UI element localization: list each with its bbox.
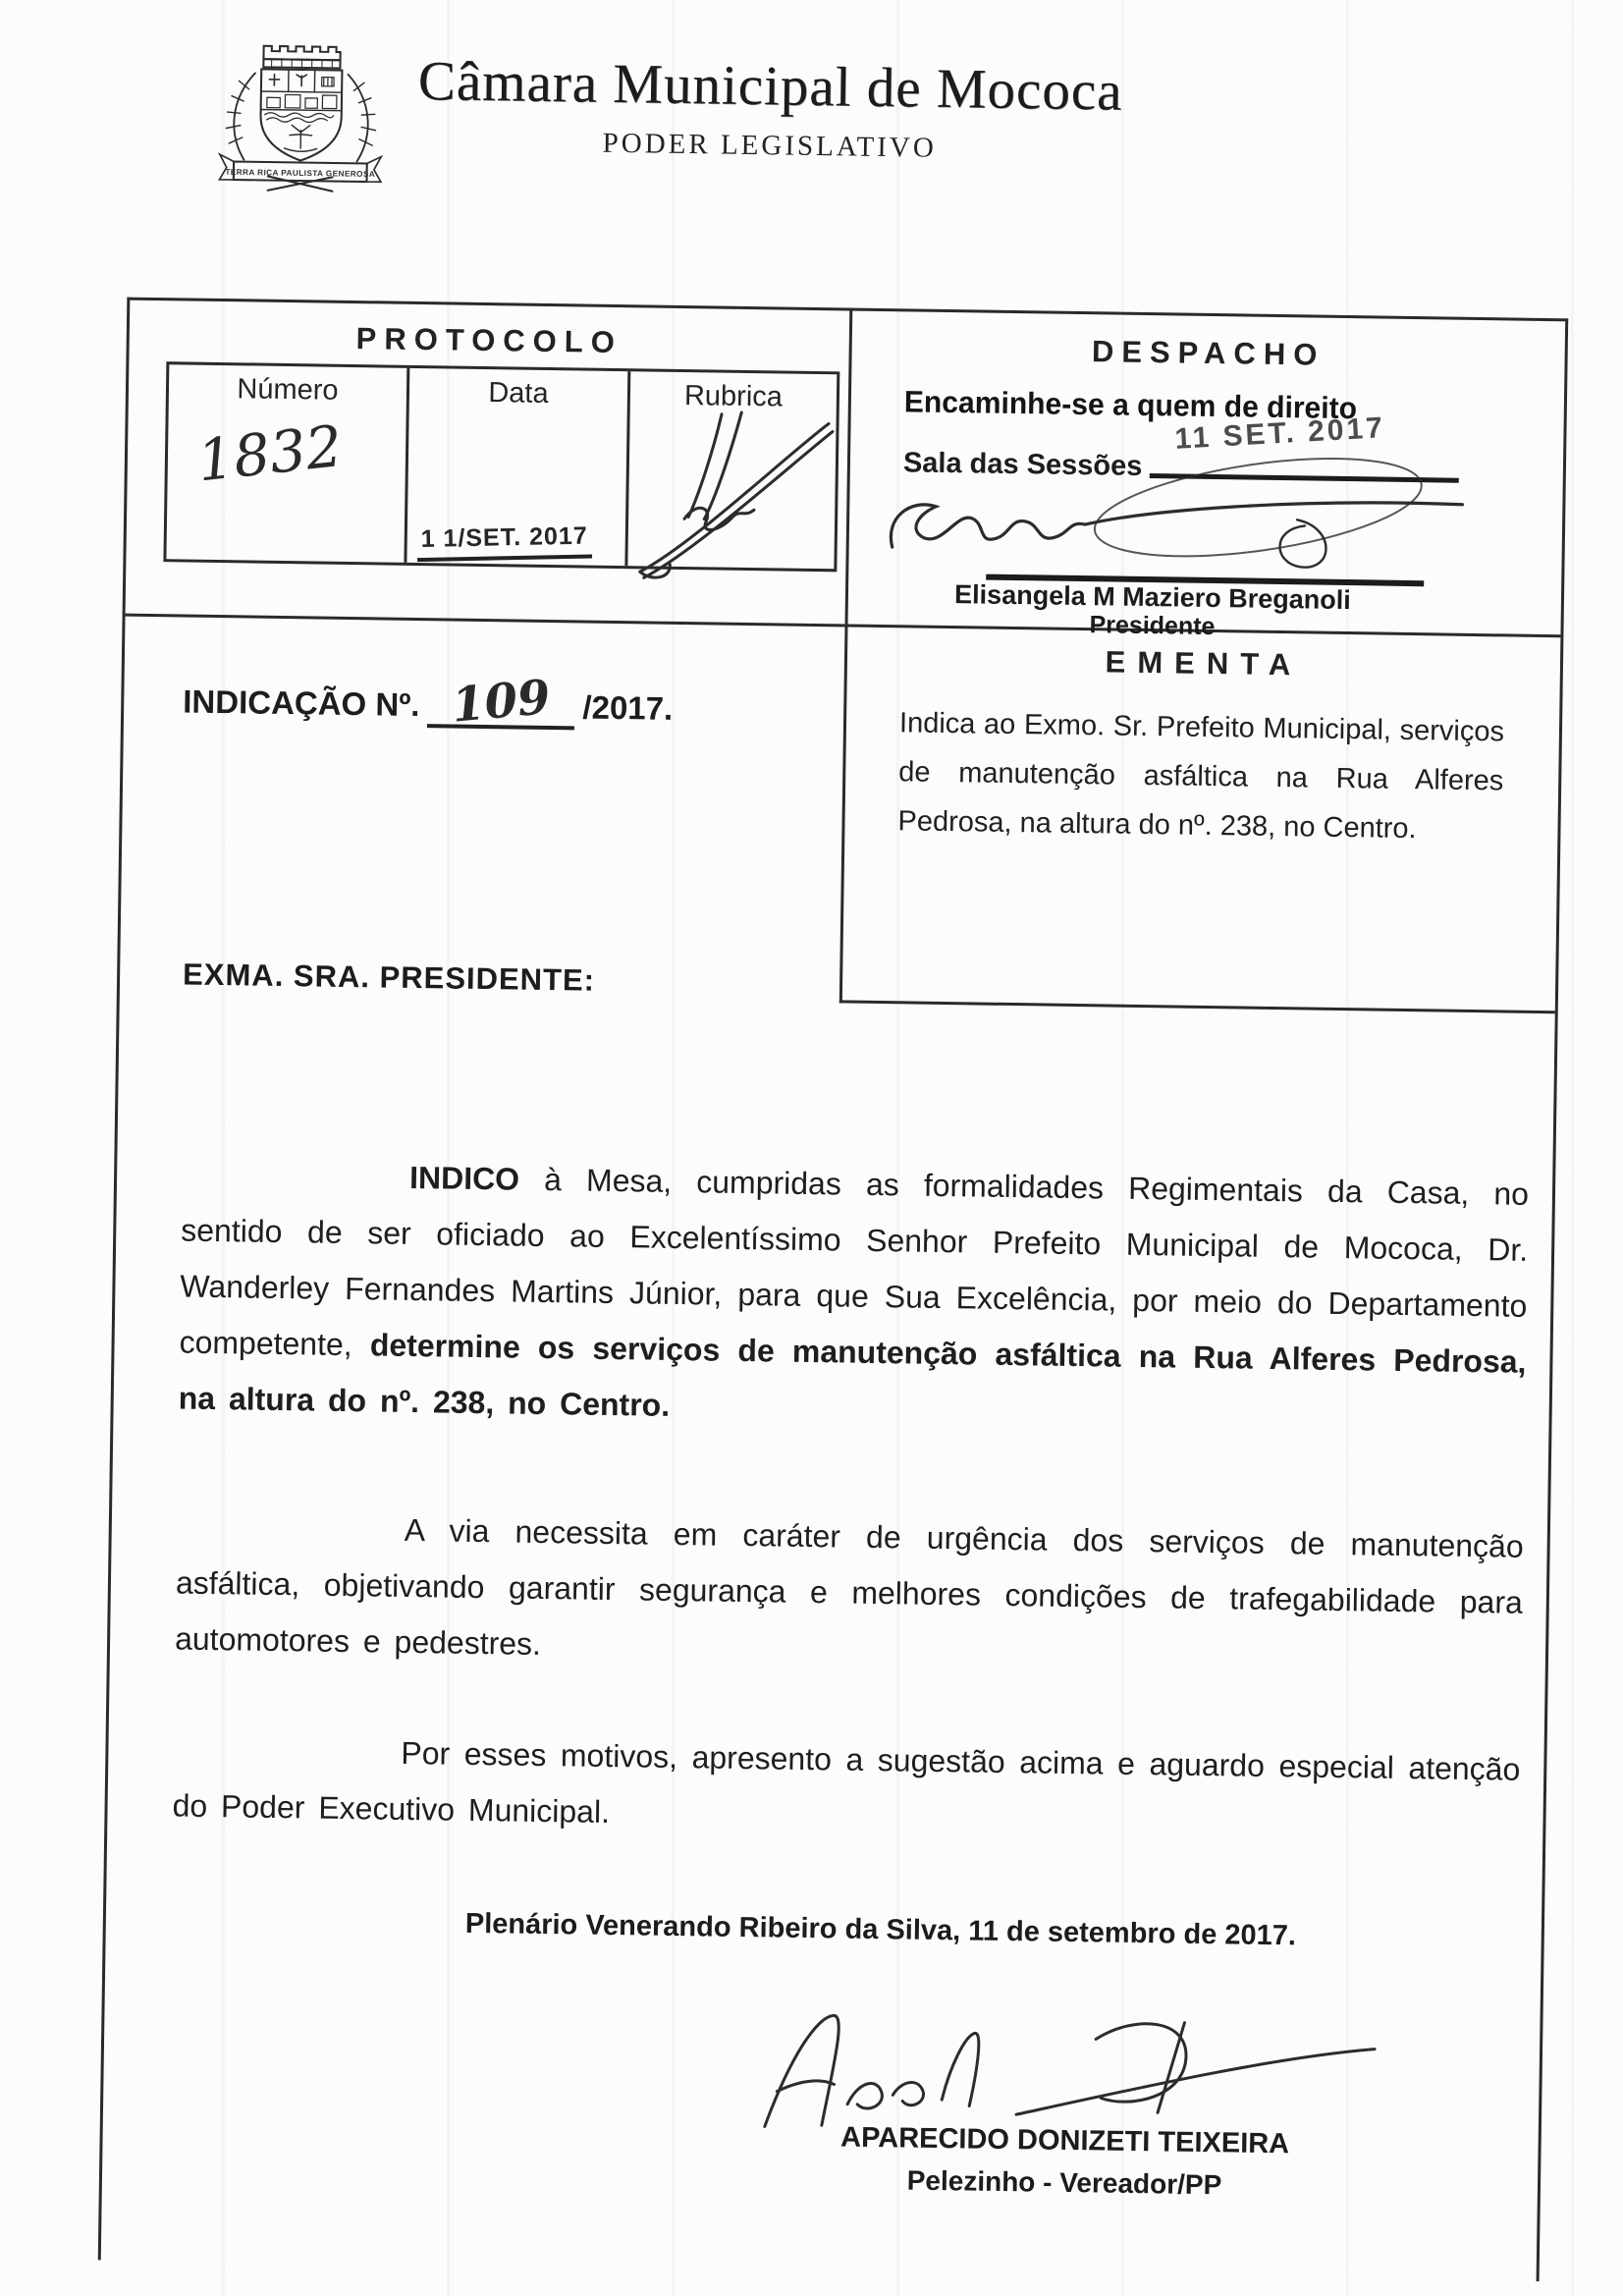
body-paragraph-3: Por esses motivos, apresento a sugestão acima e aguardo especial atenção do Poder Executivo Municipal. (172, 1734, 1521, 1831)
rubrica-column-header: Rubrica (683, 380, 784, 413)
institution-subtitle: PODER LEGISLATIVO (602, 127, 938, 164)
date-received-stamp: 1 1/SET. 2017 (416, 522, 592, 563)
rubrica-signature-icon (631, 395, 839, 586)
author-role: Pelezinho - Vereador/PP (906, 2164, 1222, 2201)
data-cell (406, 368, 630, 566)
author-name: APARECIDO DONIZETI TEIXEIRA (839, 2121, 1290, 2160)
president-signature-icon (874, 453, 1512, 594)
session-date-stamp: 11 SET. 2017 (1173, 411, 1386, 456)
rubrica-cell (627, 371, 837, 569)
indicacao-heading (183, 669, 674, 734)
body-paragraph-2: A via necessita em caráter de urgência dos serviços de manutenção asfáltica, objetivando garantir segurança e melhores condições de trafegabilidade para automotores e pedestres. (174, 1511, 1524, 1662)
document-frame (98, 298, 1568, 2282)
indicacao-number-box (427, 669, 575, 734)
numero-handwritten-value: 1832 (193, 412, 346, 495)
ementa-text: Indica ao Exmo. Sr. Prefeito Municipal, serviços de manutenção asfáltica na Rua Alferes Pedrosa, na altura do nº. 238, no Centro. (897, 707, 1505, 846)
protocolo-section (126, 301, 850, 625)
institution-title: Câmara Municipal de Mococa (417, 49, 1123, 123)
paragraph1-middle: à Mesa, cumpridas as formalidades Regimentais da Casa, no sentido de ser oficiado ao Excelentíssimo Senhor Prefeito Municipal de Mococa, Dr. Wanderley Fernandes Martins Júnior, para que Sua Excelência, por meio do Departamento competente, (179, 1161, 1530, 1363)
coat-motto: TERRA RICA PAULISTA GENEROSA (225, 167, 376, 180)
author-signature-block (789, 2121, 1340, 2203)
president-role: Presidente (1089, 611, 1216, 641)
despacho-title: DESPACHO (1091, 334, 1325, 372)
president-name: Elisangela M Maziero Breganoli (953, 579, 1351, 616)
ementa-section (842, 628, 1561, 1011)
protocolo-title: PROTOCOLO (355, 321, 623, 360)
indicacao-label: INDICAÇÃO Nº. (183, 683, 420, 724)
paragraph1-emphasis: determine os serviços de manutenção asfáltica na Rua Alferes Pedrosa, na altura do nº. 238, no Centro. (178, 1327, 1527, 1423)
coat-of-arms-icon (209, 30, 393, 196)
salutation: EXMA. SRA. PRESIDENTE: (182, 957, 596, 998)
despacho-stamp-text: Encaminhe-se a quem de direito (903, 384, 1358, 426)
paragraph1-lead: INDICO (408, 1159, 520, 1197)
despacho-section (847, 311, 1565, 646)
numero-cell (166, 364, 409, 563)
ementa-title: EMENTA (1105, 644, 1303, 683)
data-column-header: Data (488, 377, 549, 410)
indicacao-handwritten-number: 109 (450, 669, 553, 734)
numero-column-header: Número (237, 373, 339, 407)
protocolo-table (163, 361, 839, 572)
sala-das-sessoes-label: Sala das Sessões (902, 447, 1143, 482)
body-paragraph-1 (178, 1147, 1529, 1447)
document-header (387, 48, 1155, 168)
indicacao-year: /2017. (582, 688, 674, 727)
closing-line: Plenário Venerando Ribeiro da Silva, 11 de setembro de 2017. (464, 1907, 1297, 1952)
